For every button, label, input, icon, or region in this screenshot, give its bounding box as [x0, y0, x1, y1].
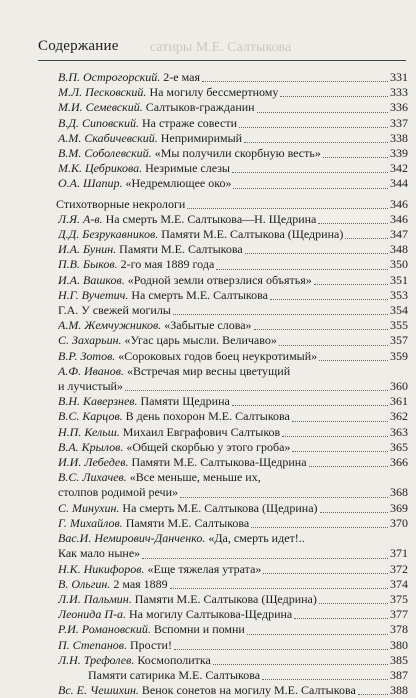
- leader-dots: [232, 172, 388, 173]
- entry-author: М.Л. Песковский.: [58, 85, 147, 100]
- leader-dots: [323, 157, 388, 158]
- entry-text: [58, 516, 249, 531]
- toc-entry: [58, 131, 408, 146]
- page-number: 370: [390, 515, 408, 530]
- entry-text: [58, 562, 261, 577]
- entry-author: С. Минухин.: [58, 500, 120, 515]
- page-number: 347: [390, 227, 408, 242]
- entry-text: [58, 176, 231, 191]
- leader-dots: [358, 694, 388, 695]
- entry-title: Венок сонетов на могилу М.Е. Салтыкова: [138, 683, 356, 698]
- entry-title: В день похорон М.Е. Салтыкова: [122, 409, 290, 424]
- page-number: 353: [390, 287, 408, 302]
- entry-author: В.М. Соболевский.: [58, 146, 152, 161]
- toc-entry: [58, 257, 408, 272]
- toc-entry: [58, 440, 408, 455]
- toc-entry: [58, 85, 408, 100]
- toc-entry: [58, 116, 408, 131]
- page-number: 342: [390, 161, 408, 176]
- entry-text: [58, 683, 356, 698]
- toc-entry: [58, 161, 408, 176]
- entry-author: Д.Д. Безрукавников.: [58, 227, 159, 242]
- page-number: 350: [390, 257, 408, 272]
- leader-dots: [233, 188, 388, 189]
- entry-title: 2-е мая: [160, 70, 200, 84]
- entry-title-continued: Как мало ныне»: [58, 546, 141, 561]
- entry-author: И.И. Лебедев.: [58, 455, 129, 470]
- toc-entry: [58, 212, 408, 227]
- entry-author: Н.К. Никифоров.: [58, 561, 145, 576]
- leader-dots: [309, 466, 388, 467]
- page-number: 360: [390, 379, 408, 394]
- entry-text: [58, 161, 230, 176]
- page-number: 331: [390, 70, 408, 84]
- toc-entry: [58, 501, 408, 516]
- entry-text: [58, 440, 290, 455]
- page-number: 351: [390, 272, 408, 287]
- leader-dots: [319, 603, 388, 604]
- entry-text: [58, 333, 277, 348]
- leader-dots: [216, 269, 388, 270]
- page-number: 388: [390, 683, 408, 698]
- leader-dots: [180, 497, 388, 498]
- entry-title: Памяти сатирика М.Е. Салтыкова: [88, 667, 261, 682]
- entry-author: Леонида П-а.: [58, 607, 126, 622]
- entry-author: В.С. Лихачев.: [58, 470, 127, 485]
- entry-title: Памяти Щедрина: [137, 394, 230, 409]
- entry-author: С. Захарьин.: [58, 333, 122, 348]
- entry-author: В. Ольгин.: [58, 576, 111, 591]
- page-number: 346: [390, 211, 408, 226]
- entry-text: [58, 303, 171, 318]
- leader-dots: [320, 512, 388, 513]
- page-number: 337: [390, 115, 408, 130]
- entry-text: [58, 242, 243, 257]
- leader-dots: [280, 96, 388, 97]
- leader-dots: [270, 299, 388, 300]
- entry-author: М.И. Семевский.: [58, 100, 143, 115]
- entry-text: [58, 318, 252, 333]
- leader-dots: [263, 573, 388, 574]
- toc-entry: [58, 622, 408, 637]
- leader-dots: [239, 127, 388, 128]
- entry-title: «Угас царь мысли. Величаво»: [121, 333, 277, 348]
- page-number: 387: [390, 667, 408, 682]
- leader-dots: [247, 634, 388, 635]
- entry-text: [58, 349, 317, 364]
- page-number: 372: [390, 561, 408, 576]
- leader-dots: [174, 649, 388, 650]
- leader-dots: [294, 618, 388, 619]
- entry-text: [58, 273, 312, 288]
- entry-author: В.Н. Каверзнев.: [58, 394, 138, 409]
- toc-entry: [58, 470, 408, 500]
- entry-title: На смерть М.Е. Салтыкова (Щедрина): [119, 500, 318, 515]
- toc-entry: [58, 638, 408, 653]
- entry-text: [58, 288, 268, 303]
- page-number: 374: [390, 576, 408, 591]
- toc-entry: [58, 653, 408, 668]
- entry-author: В.А. Крылов.: [58, 439, 124, 454]
- entry-author: Л.И. Пальмин.: [58, 591, 132, 606]
- entry-text: [58, 85, 278, 100]
- leader-dots: [257, 112, 388, 113]
- page-number: 355: [390, 318, 408, 333]
- leader-dots: [202, 81, 388, 82]
- entry-text: [58, 394, 230, 409]
- page-number: 363: [390, 424, 408, 439]
- entry-title: «Все меньше, меньше их,: [126, 470, 261, 485]
- entry-title: Памяти М.Е. Салтыкова-Щедрина: [128, 455, 307, 470]
- entry-text: [58, 501, 318, 516]
- entry-text: [58, 100, 255, 115]
- entry-title: 2-го мая 1889 года: [117, 257, 215, 272]
- entry-author: В.П. Острогорский.: [58, 70, 161, 84]
- entry-text: [58, 592, 317, 607]
- entry-first-line: [58, 470, 408, 485]
- entry-title: «Да, смерть идет!..: [205, 531, 305, 546]
- page-number: 359: [390, 348, 408, 363]
- entry-title: «Недремлющее око»: [122, 176, 232, 191]
- toc-entry: [58, 394, 408, 409]
- entry-title: «Забытые слова»: [161, 318, 252, 333]
- toc-entry: [58, 146, 408, 161]
- entry-title: Г.А. У свежей могилы: [58, 303, 171, 318]
- entry-text: [58, 227, 343, 242]
- entry-title: На смерть М.Е. Салтыкова: [128, 287, 268, 302]
- page-number: 348: [390, 242, 408, 257]
- entry-title: На смерть М.Е. Салтыкова—Н. Щедрина: [102, 211, 317, 226]
- leader-dots: [244, 142, 388, 143]
- entry-title: На страже совести: [138, 115, 238, 130]
- entry-author: Вас.И. Немирович-Данченко.: [58, 531, 206, 546]
- entry-author: И.А. Бунин.: [58, 242, 117, 257]
- page-number: 378: [390, 622, 408, 637]
- leader-dots: [254, 329, 388, 330]
- entry-title: «Мы получили скорбную весть»: [151, 146, 321, 161]
- page-number: 336: [390, 100, 408, 115]
- entry-title: Стихотворные некрологи: [56, 196, 186, 211]
- leader-dots: [292, 451, 388, 452]
- header-rule: [38, 60, 406, 61]
- leader-dots: [319, 360, 388, 361]
- toc-entry: [58, 242, 408, 257]
- toc-entry: [58, 592, 408, 607]
- entry-title: Вспомни и помни: [150, 622, 245, 637]
- entry-text: [58, 212, 316, 227]
- page-number: 371: [390, 546, 408, 561]
- entry-text: [58, 607, 292, 622]
- leader-dots: [232, 405, 388, 406]
- entry-author: А.М. Жемчужников.: [58, 318, 162, 333]
- leader-dots: [292, 421, 388, 422]
- toc-entry: [58, 409, 408, 424]
- entry-text: [58, 577, 168, 592]
- entry-author: О.А. Шапир.: [58, 176, 123, 191]
- entry-title: «Встречая мир весны цветущий: [123, 363, 291, 378]
- entry-text: [58, 70, 200, 85]
- entry-text: [56, 197, 185, 212]
- entry-text: [58, 131, 242, 146]
- page-number: 369: [390, 500, 408, 515]
- entry-author: А.Ф. Иванов.: [58, 363, 124, 378]
- entry-title: «Еще тяжелая утрата»: [144, 561, 262, 576]
- toc-entry: [58, 516, 408, 531]
- entry-author: Вс. Е. Чешихин.: [58, 683, 139, 698]
- page-number: 377: [390, 607, 408, 622]
- toc-entry: [58, 273, 408, 288]
- entry-title: «Сороковых годов боец неукротимый»: [115, 348, 318, 363]
- toc-entry: [58, 227, 408, 242]
- toc-entry: [58, 303, 408, 318]
- entry-author: Н.П. Кельш.: [58, 424, 120, 439]
- entry-title: На могилу бессмертному: [146, 85, 279, 100]
- toc-entry: [58, 425, 408, 440]
- page-number: 365: [390, 439, 408, 454]
- page-number: 366: [390, 455, 408, 470]
- leader-dots: [279, 345, 388, 346]
- entry-author: П. Степанов.: [58, 637, 127, 652]
- entry-author: В.С. Карцов.: [58, 409, 123, 424]
- page-header: Содержание: [38, 38, 119, 54]
- leader-dots: [245, 253, 388, 254]
- toc-entry: [58, 364, 408, 394]
- toc-entry: [58, 531, 408, 561]
- entry-author: Л.Н. Трефолев.: [58, 652, 135, 667]
- entry-first-line: [58, 531, 408, 546]
- page-number: 338: [390, 130, 408, 145]
- leader-dots: [262, 679, 388, 680]
- toc-entry: [58, 668, 408, 683]
- toc-entry: [58, 683, 408, 698]
- toc-entry: [58, 455, 408, 470]
- entry-title: Памяти М.Е. Салтыкова (Щедрина): [131, 591, 317, 606]
- leader-dots: [213, 664, 388, 665]
- entry-title: «Родной земли отверзлися объятья»: [124, 272, 312, 287]
- toc-entry: [58, 70, 408, 85]
- page-number: 346: [390, 196, 408, 211]
- entry-title: Памяти М.Е. Салтыкова: [116, 242, 243, 257]
- toc-entry: [58, 176, 408, 191]
- entry-title-continued: столпов родимой речи»: [58, 485, 179, 500]
- entry-title: Непримиримый: [157, 130, 243, 145]
- page-number: 339: [390, 146, 408, 161]
- bleed-through-text: сатиры М.Е. Салтыкова: [150, 40, 292, 55]
- entry-title: На могилу Салтыкова-Щедрина: [125, 607, 293, 622]
- entry-title: Памяти М.Е. Салтыкова (Щедрина): [158, 227, 344, 242]
- entry-author: Л.Я. А-в.: [58, 211, 103, 226]
- leader-dots: [170, 588, 388, 589]
- entry-text: [58, 257, 214, 272]
- page-number: 380: [390, 637, 408, 652]
- toc-entry: [58, 333, 408, 348]
- leader-dots: [345, 238, 388, 239]
- entry-text: [58, 455, 307, 470]
- entry-text: [58, 638, 172, 653]
- entry-first-line: [58, 364, 408, 379]
- leader-dots: [187, 208, 388, 209]
- entry-title: «Общей скорбью у этого гроба»: [123, 439, 291, 454]
- entry-text: [58, 425, 280, 440]
- leader-dots: [282, 436, 388, 437]
- page-number: 344: [390, 176, 408, 191]
- entry-author: И.А. Вашков.: [58, 272, 125, 287]
- entry-text: [58, 116, 237, 131]
- entry-author: А.М. Скабичевский.: [58, 130, 158, 145]
- entry-author: Р.И. Романовский.: [58, 622, 151, 637]
- leader-dots: [142, 558, 388, 559]
- entry-title: Незримые слезы: [142, 161, 230, 176]
- toc-entry: [58, 318, 408, 333]
- page-number: 333: [390, 85, 408, 100]
- leader-dots: [251, 527, 388, 528]
- entry-text: [88, 668, 260, 683]
- toc-entry: [58, 562, 408, 577]
- leader-dots: [318, 223, 388, 224]
- page-number: 354: [390, 303, 408, 318]
- entry-title: Прости!: [127, 637, 172, 652]
- leader-dots: [314, 284, 388, 285]
- entry-text: [58, 409, 290, 424]
- toc-entry: [58, 100, 408, 115]
- entry-text: [58, 622, 245, 637]
- toc-entry: [58, 349, 408, 364]
- leader-dots: [173, 314, 388, 315]
- page-number: 357: [390, 333, 408, 348]
- page-number: 375: [390, 591, 408, 606]
- entry-title: Салтыков-гражданин: [142, 100, 255, 115]
- entry-text: [58, 653, 211, 668]
- toc-entry: [58, 607, 408, 622]
- page-number: 368: [390, 485, 408, 500]
- entry-title: Михаил Евграфович Салтыков: [119, 424, 281, 439]
- entry-author: В.Р. Зотов.: [58, 348, 116, 363]
- page-number: 362: [390, 409, 408, 424]
- entry-title: 2 мая 1889: [110, 576, 168, 591]
- entry-title: Памяти М.Е. Салтыкова: [122, 515, 250, 530]
- entry-author: Н.Г. Вучетич.: [58, 287, 129, 302]
- page-number: 385: [390, 652, 408, 667]
- leader-dots: [125, 390, 388, 391]
- entry-text: [58, 146, 321, 161]
- entry-author: Г. Михайлов.: [58, 515, 123, 530]
- page-number: 361: [390, 394, 408, 409]
- entry-title: Космополитка: [134, 652, 211, 667]
- entry-author: П.В. Быков.: [58, 257, 118, 272]
- table-of-contents: [58, 70, 408, 698]
- toc-entry: [58, 288, 408, 303]
- entry-author: М.К. Цебрикова.: [58, 161, 143, 176]
- toc-entry: [58, 577, 408, 592]
- entry-author: В.Д. Сиповский.: [58, 115, 139, 130]
- toc-entry: [56, 197, 408, 212]
- entry-title-continued: и лучистый»: [58, 379, 123, 394]
